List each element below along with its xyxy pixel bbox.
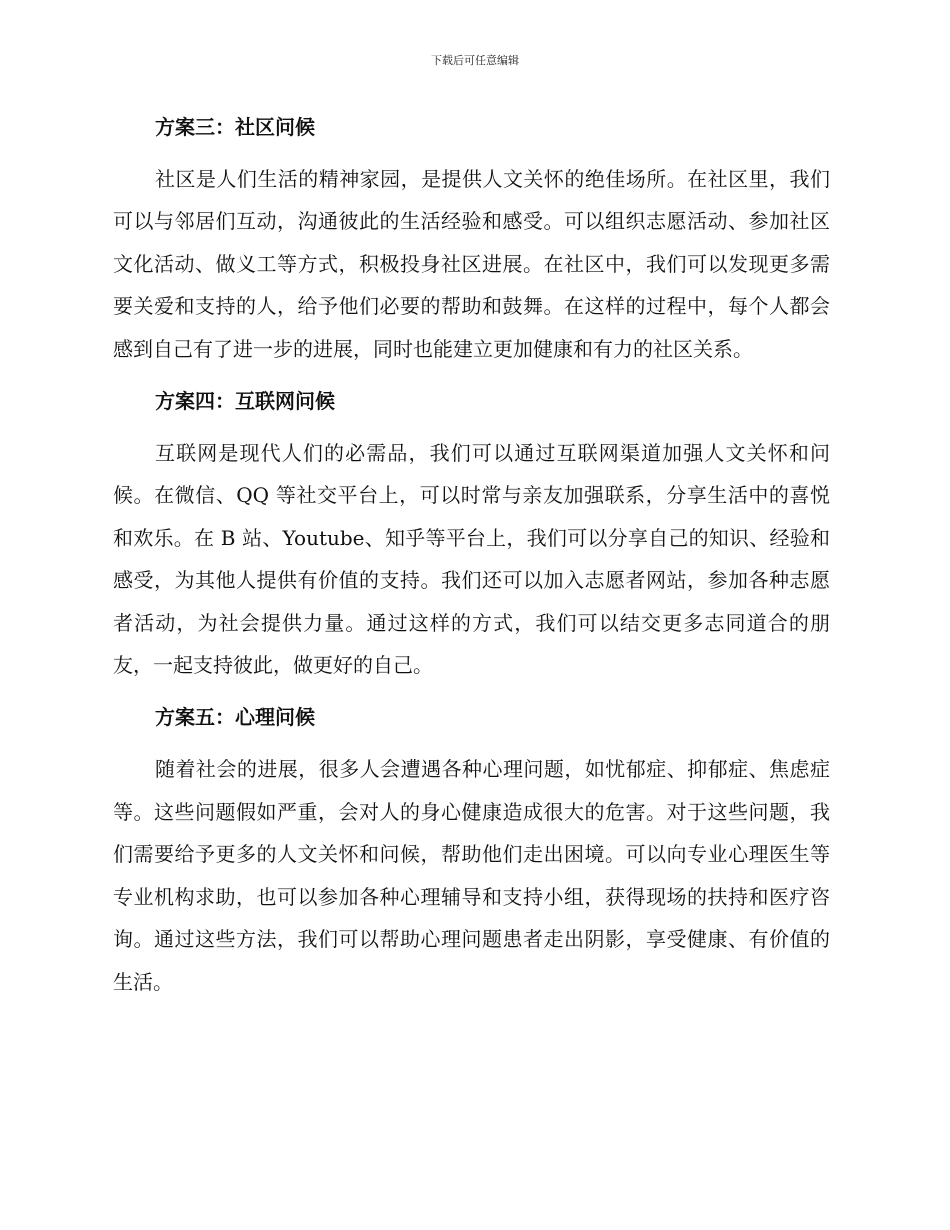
section-heading: 方案四：互联网问候 (155, 389, 335, 414)
section-paragraph: 社区是人们生活的精神家园，是提供人文关怀的绝佳场所。在社区里，我们可以与邻居们互动，沟通彼此的生活经验和感受。可以组织志愿活动、参加社区文化活动、做义工等方式，积极投身社区进展。在社区中，我们可以发现更多需要关爱和支持的人，给予他们必要的帮助和鼓舞。在这样的过程中，每个人都会感到自己有了进一步的进展，同时也能建立更加健康和有力的社区关系。 (113, 167, 830, 361)
section-heading: 方案五：心理问候 (155, 705, 315, 730)
section-heading: 方案三：社区问候 (155, 115, 315, 139)
section-paragraph: 互联网是现代人们的必需品，我们可以通过互联网渠道加强人文关怀和问候。在微信、QQ 等社交平台上，可以时常与亲友加强联系，分享生活中的喜悦和欢乐。在 B 站、Youtube、知乎等平台上，我们可以分享自己的知识、经验和感受，为其他人提供有价值的支持。我们还可以加入志愿者网站，参加各种志愿者活动，为社会提供力量。通过这样的方式，我们可以结交更多志同道合的朋友，一起支持彼此，做更好的自己。 (113, 441, 830, 678)
document-body (113, 106, 830, 1013)
section-paragraph: 随着社会的进展，很多人会遭遇各种心理问题，如忧郁症、抑郁症、焦虑症等。这些问题假如严重，会对人的身心健康造成很大的危害。对于这些问题，我们需要给予更多的人文关怀和问候，帮助他们走出困境。可以向专业心理医生等专业机构求助，也可以参加各种心理辅导和支持小组，获得现场的扶持和医疗咨询。通过这些方法，我们可以帮助心理问题患者走出阴影，享受健康、有价值的生活。 (113, 757, 830, 994)
section-internet (113, 380, 830, 686)
section-community (113, 106, 830, 370)
section-psychology (113, 696, 830, 1002)
page-header: 下载后可任意编辑 (431, 54, 519, 67)
